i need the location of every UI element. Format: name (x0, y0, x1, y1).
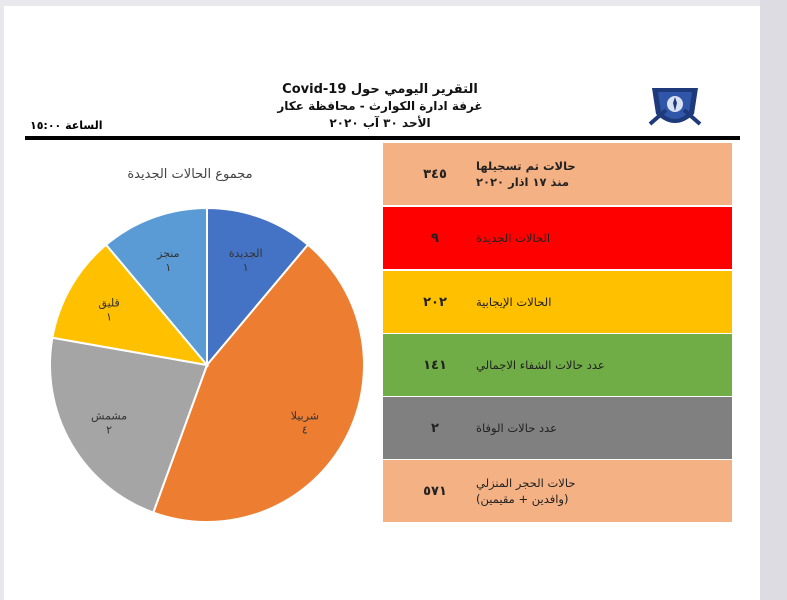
pie-slice-value: ١ (165, 260, 172, 274)
stat-label-line: حالات تم تسجيلها (476, 159, 576, 173)
report-date: الأحد ٣٠ آب ٢٠٢٠ (329, 116, 431, 130)
pie-slice-value: ١ (242, 260, 249, 274)
stat-label-line: منذ ١٧ اذار ٢٠٢٠ (476, 175, 570, 189)
civil-defense-shield-icon (646, 80, 704, 136)
stat-label (476, 207, 696, 269)
stat-label-line: الحالات الإيجابية (476, 295, 552, 309)
pie-slice-label: منجز (157, 246, 180, 260)
pie-slice-label: الجديدة (228, 246, 263, 260)
stat-label (476, 271, 696, 333)
stat-panel (383, 207, 732, 269)
stat-panel (383, 460, 732, 522)
stat-label (476, 143, 696, 205)
new-cases-pie-chart (40, 150, 380, 535)
stat-label-line: (وافدين + مقيمين) (476, 492, 569, 506)
pie-slice-label: مشمش (91, 409, 128, 423)
stat-label (476, 460, 696, 522)
header-divider (25, 136, 740, 140)
stat-label-line: حالات الحجر المنزلي (476, 476, 576, 490)
pie-slice-value: ٢ (106, 423, 113, 437)
viewer-margin (760, 0, 787, 600)
stat-panel (383, 271, 732, 333)
report-subtitle: غرفة ادارة الكوارث - محافظة عكار (277, 99, 483, 113)
stat-label-line: الحالات الجديدة (476, 231, 551, 245)
stat-value: ٢٠٢ (423, 294, 447, 310)
pie-slice-label: شربيلا (290, 409, 320, 423)
stat-value: ٢ (431, 420, 439, 436)
pie-slice-value: ١ (106, 310, 113, 324)
report-title: التقرير اليومي حول Covid-19 (282, 82, 478, 97)
stat-value: ١٤١ (423, 357, 447, 373)
pie-slice-label: قليق (98, 296, 120, 310)
report-time: الساعة ١٥:٠٠ (30, 119, 103, 132)
pie-slice-value: ٤ (301, 423, 308, 437)
stat-label (476, 397, 696, 459)
stat-label-line: عدد حالات الوفاة (476, 421, 557, 435)
stat-label (476, 334, 696, 396)
stat-panel (383, 143, 732, 205)
stat-label-line: عدد حالات الشفاء الاجمالي (476, 358, 605, 372)
stat-panel (383, 397, 732, 459)
stat-panel (383, 334, 732, 396)
stat-value: ٥٧١ (423, 483, 447, 499)
chart-title: مجموع الحالات الجديدة (127, 167, 253, 182)
stat-value: ٩ (431, 230, 439, 246)
stat-value: ٣٤٥ (423, 166, 447, 182)
